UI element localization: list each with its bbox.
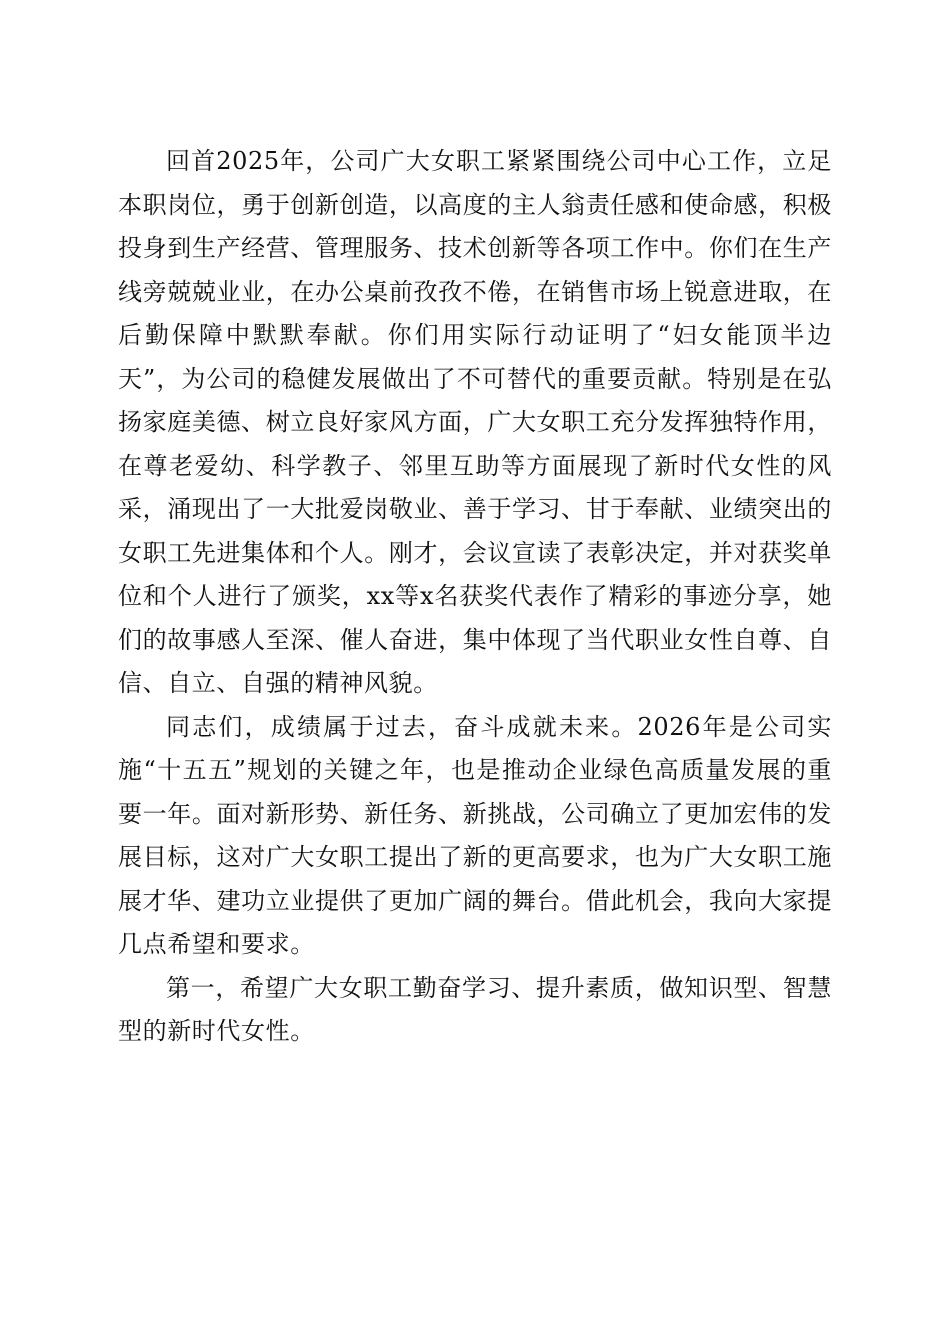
paragraph-first-hope: 第一，希望广大女职工勤奋学习、提升素质，做知识型、智慧型的新时代女性。 [118, 973, 832, 1045]
paragraph-review-2025: 回首2025年，公司广大女职工紧紧围绕公司中心工作，立足本职岗位，勇于创新创造，以高度的主人翁责任感和使命感，积极投身到生产经营、管理服务、技术创新等各项工作中。你们在生产线旁兢兢业业，在办公桌前孜孜不倦，在销售市场上锐意进取，在后勤保障中默默奉献。你们用实际行动证明了“妇女能顶半边天”，为公司的稳健发展做出了不可替代的重要贡献。特别是在弘扬家庭美德、树立良好家风方面，广大女职工充分发挥独特作用，在尊老爱幼、科学教子、邻里互助等方面展现了新时代女性的风采，涌现出了一大批爱岗敬业、善于学习、甘于奉献、业绩突出的女职工先进集体和个人。刚才，会议宣读了表彰决定，并对获奖单位和个人进行了颁奖，xx等x名获奖代表作了精彩的事迹分享，她们的故事感人至深、催人奋进，集中体现了当代职业女性自尊、自信、自立、自强的精神风貌。 [118, 147, 832, 697]
paragraph-outlook-2026: 同志们，成绩属于过去，奋斗成就未来。2026年是公司实施“十五五”规划的关键之年，也是推动企业绿色高质量发展的重要一年。面对新形势、新任务、新挑战，公司确立了更加宏伟的发展目标，这对广大女职工提出了新的更高要求，也为广大女职工施展才华、建功立业提供了更加广阔的舞台。借此机会，我向大家提几点希望和要求。 [118, 712, 832, 958]
document-body [118, 140, 832, 1054]
